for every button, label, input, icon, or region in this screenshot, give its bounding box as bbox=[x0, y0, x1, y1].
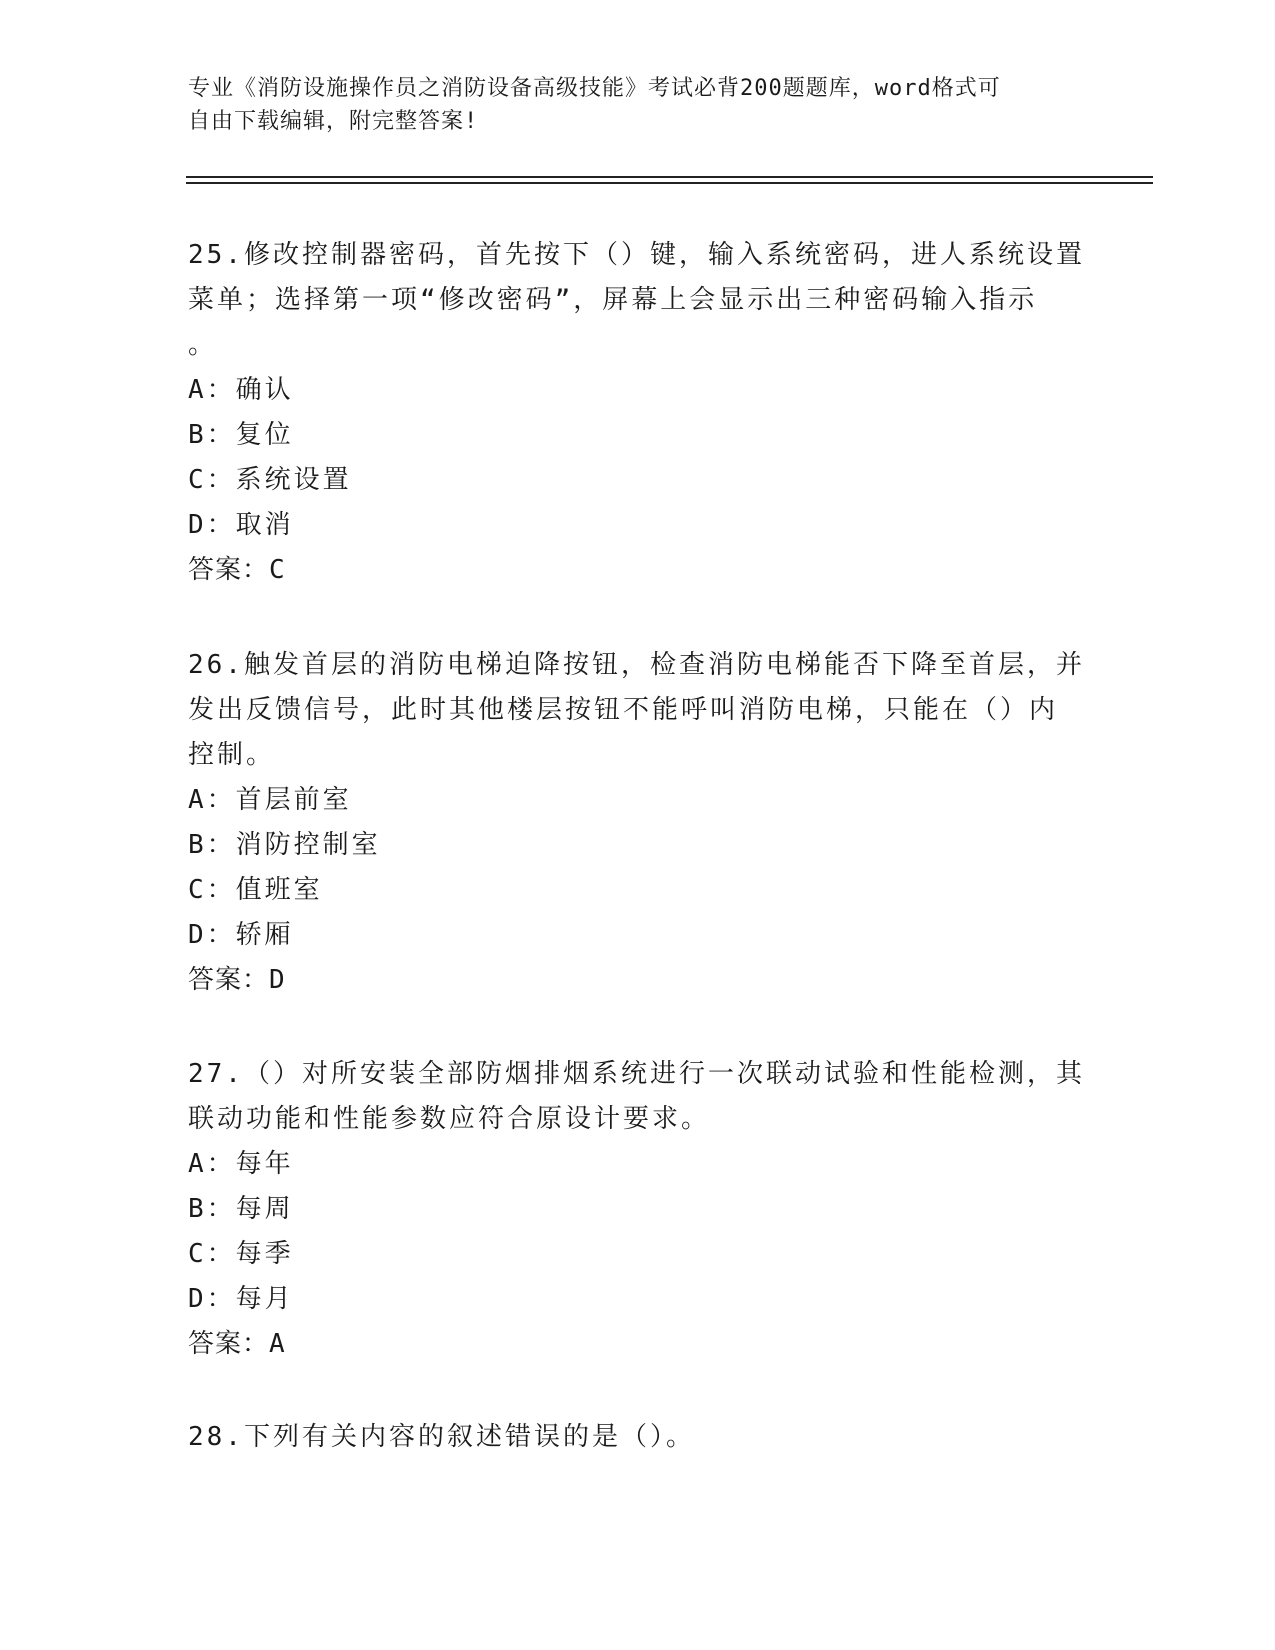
answer: 答案：C bbox=[188, 555, 286, 585]
question-stem-line: 发出反馈信号，此时其他楼层按钮不能呼叫消防电梯，只能在（）内 bbox=[188, 695, 1059, 725]
option-b: B：消防控制室 bbox=[188, 830, 381, 860]
header-divider-top bbox=[186, 176, 1153, 178]
question-28 bbox=[188, 1415, 1088, 1460]
header-divider-bottom bbox=[186, 182, 1153, 184]
question-stem-line: 25.修改控制器密码，首先按下（）键，输入系统密码，进人系统设置 bbox=[188, 240, 1085, 270]
header-line-1: 专业《消防设施操作员之消防设备高级技能》考试必背200题题库，word格式可 bbox=[188, 76, 1001, 101]
option-a: A：首层前室 bbox=[188, 785, 352, 815]
question-stem-line: 控制。 bbox=[188, 740, 276, 770]
option-c: C：系统设置 bbox=[188, 465, 352, 495]
option-d: D：取消 bbox=[188, 510, 294, 540]
question-27 bbox=[188, 1052, 1088, 1367]
option-a: A：确认 bbox=[188, 375, 294, 405]
question-26 bbox=[188, 643, 1088, 1003]
question-stem-line: 28.下列有关内容的叙述错误的是（）。 bbox=[188, 1422, 695, 1452]
option-a: A：每年 bbox=[188, 1149, 294, 1179]
question-25 bbox=[188, 233, 1088, 593]
option-c: C：值班室 bbox=[188, 875, 323, 905]
header-line-2: 自由下载编辑，附完整答案! bbox=[188, 109, 479, 134]
question-stem-line: 26.触发首层的消防电梯迫降按钮，检查消防电梯能否下降至首层，并 bbox=[188, 650, 1085, 680]
option-d: D：轿厢 bbox=[188, 920, 294, 950]
answer: 答案：A bbox=[188, 1329, 286, 1359]
option-c: C：每季 bbox=[188, 1239, 294, 1269]
answer: 答案：D bbox=[188, 965, 286, 995]
option-d: D：每月 bbox=[188, 1284, 294, 1314]
question-stem-line: 27.（）对所安装全部防烟排烟系统进行一次联动试验和性能检测，其 bbox=[188, 1059, 1085, 1089]
option-b: B：复位 bbox=[188, 420, 294, 450]
document-header bbox=[188, 72, 1068, 138]
question-stem-line: 。 bbox=[188, 330, 218, 360]
option-b: B：每周 bbox=[188, 1194, 294, 1224]
question-stem-line: 菜单；选择第一项“修改密码”，屏幕上会显示出三种密码输入指示 bbox=[188, 285, 1038, 315]
question-stem-line: 联动功能和性能参数应符合原设计要求。 bbox=[188, 1104, 711, 1134]
